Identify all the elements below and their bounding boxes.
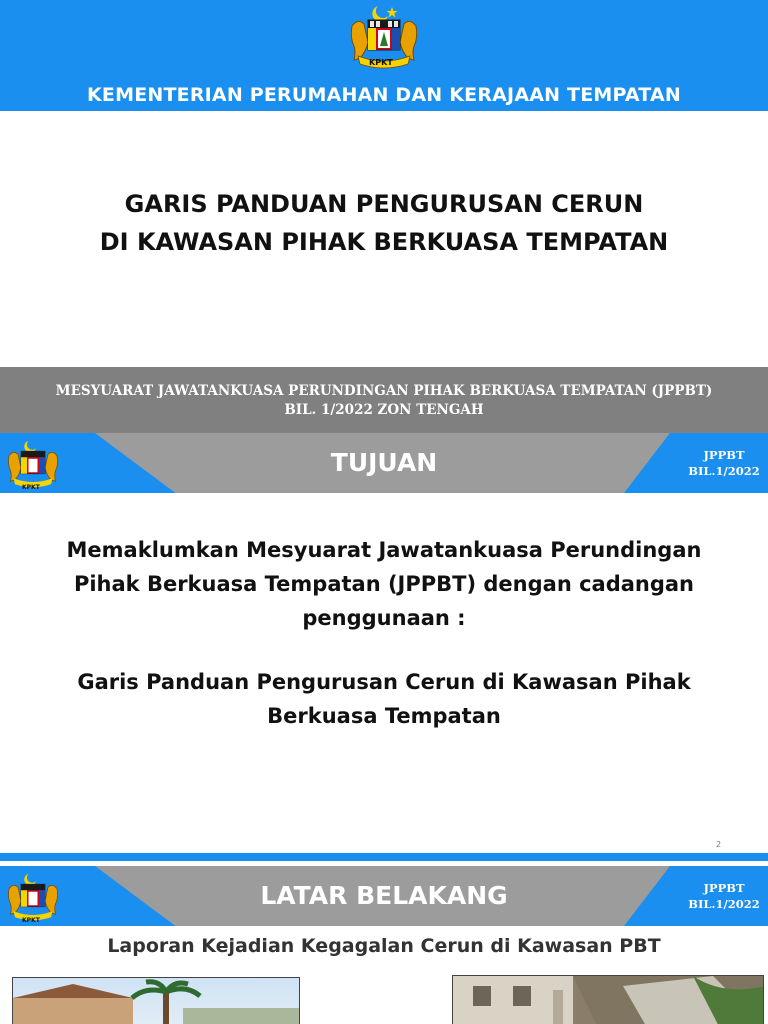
guideline-line2: Berkuasa Tempatan — [267, 704, 501, 728]
landslide-image — [453, 976, 764, 1024]
slope-failure-photo-right — [452, 975, 764, 1024]
meeting-number: BIL. 1/2022 ZON TENGAH — [284, 402, 484, 418]
crest-label: KPKT — [369, 58, 393, 67]
guideline-line1: Garis Panduan Pengurusan Cerun di Kawasan Pihak — [77, 670, 691, 694]
slide3-header-bar — [0, 866, 768, 926]
meeting-band — [0, 367, 768, 433]
slide-divider — [0, 853, 768, 861]
meeting-tag-line1: JPPBT — [703, 448, 745, 462]
meeting-name: MESYUARAT JAWATANKUASA PERUNDINGAN PIHAK BERKUASA TEMPATAN (JPPBT) — [55, 383, 713, 399]
meeting-tag-line1: JPPBT — [703, 881, 745, 895]
slope-failure-photo-left — [12, 977, 300, 1024]
page-number: 2 — [716, 840, 722, 849]
building-palm-image — [13, 978, 300, 1024]
meeting-tag — [684, 880, 764, 912]
purpose-line3: penggunaan : — [302, 606, 466, 630]
purpose-line2: Pihak Berkuasa Tempatan (JPPBT) dengan cadangan — [73, 572, 695, 596]
document-title-line2: DI KAWASAN PIHAK BERKUASA TEMPATAN — [99, 228, 669, 256]
meeting-tag — [684, 447, 764, 479]
purpose-line1: Memaklumkan Mesyuarat Jawatankuasa Perundingan — [66, 538, 702, 562]
slope-failure-report-heading: Laporan Kejadian Kegagalan Cerun di Kawasan PBT — [107, 935, 661, 957]
meeting-tag-line2: BIL.1/2022 — [688, 464, 760, 478]
slide2-header-bar — [0, 433, 768, 493]
slide1-header — [0, 0, 768, 111]
slide-heading: TUJUAN — [330, 448, 438, 477]
meeting-tag-line2: BIL.1/2022 — [688, 897, 760, 911]
crest-label: KPKT — [22, 917, 40, 924]
document-title-line1: GARIS PANDUAN PENGURUSAN CERUN — [124, 190, 644, 218]
ministry-name: KEMENTERIAN PERUMAHAN DAN KERAJAAN TEMPATAN — [86, 84, 682, 106]
slide-heading: LATAR BELAKANG — [260, 881, 508, 910]
crest-label: KPKT — [22, 484, 40, 491]
